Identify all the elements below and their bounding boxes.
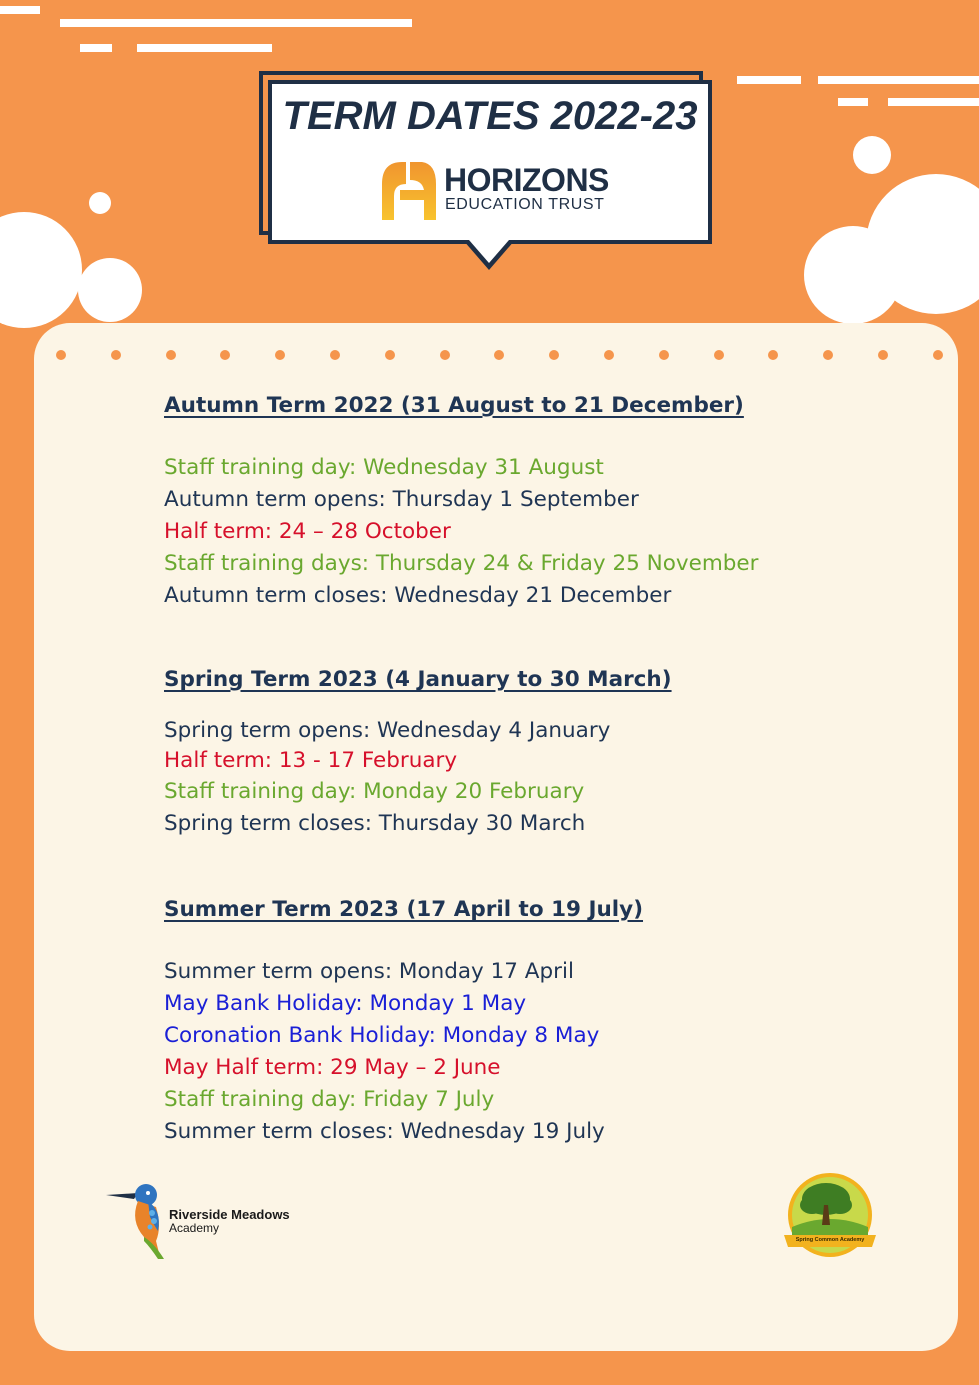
decor-bar bbox=[137, 44, 272, 52]
decor-bar bbox=[80, 44, 112, 52]
spring-common-logo bbox=[780, 1171, 880, 1271]
logo-subtitle: EDUCATION TRUST bbox=[445, 196, 605, 213]
decor-bar bbox=[888, 98, 979, 106]
decor-circle bbox=[78, 258, 142, 322]
term-line: Spring term opens: Wednesday 4 January bbox=[164, 718, 611, 743]
dot-row bbox=[56, 350, 936, 360]
decor-dot bbox=[56, 350, 66, 360]
decor-dot bbox=[714, 350, 724, 360]
section-heading: Summer Term 2023 (17 April to 19 July) bbox=[164, 897, 644, 922]
decor-bar bbox=[838, 98, 868, 106]
decor-bar bbox=[737, 76, 801, 84]
term-line: Half term: 24 – 28 October bbox=[164, 519, 451, 544]
decor-bar bbox=[818, 76, 979, 84]
decor-bar bbox=[0, 6, 40, 14]
term-line: Autumn term opens: Thursday 1 September bbox=[164, 487, 639, 512]
riverside-meadows-sub: Academy bbox=[169, 1221, 220, 1235]
decor-dot bbox=[330, 350, 340, 360]
logo-name: HORIZONS bbox=[444, 162, 609, 198]
decor-dot bbox=[604, 350, 614, 360]
decor-bar bbox=[60, 19, 412, 27]
term-line: May Bank Holiday: Monday 1 May bbox=[164, 991, 527, 1016]
decor-dot bbox=[111, 350, 121, 360]
decor-dot bbox=[549, 350, 559, 360]
decor-dot bbox=[823, 350, 833, 360]
decor-circle bbox=[0, 212, 82, 328]
term-line: May Half term: 29 May – 2 June bbox=[164, 1055, 501, 1080]
callout-pointer-fill bbox=[469, 240, 509, 263]
oak-tree-icon bbox=[780, 1171, 880, 1271]
decor-dot bbox=[494, 350, 504, 360]
horizons-logo bbox=[378, 160, 618, 224]
section-autumn bbox=[164, 393, 758, 612]
content-card bbox=[34, 323, 958, 1351]
term-line: Autumn term closes: Wednesday 21 December bbox=[164, 583, 672, 608]
term-line: Staff training day: Friday 7 July bbox=[164, 1087, 495, 1112]
decor-dot bbox=[878, 350, 888, 360]
section-heading: Autumn Term 2022 (31 August to 21 December) bbox=[164, 393, 744, 418]
decor-dot bbox=[385, 350, 395, 360]
term-line: Coronation Bank Holiday: Monday 8 May bbox=[164, 1023, 600, 1048]
spring-common-label: Spring Common Academy bbox=[795, 1237, 865, 1243]
section-spring bbox=[164, 667, 672, 840]
decor-circle bbox=[89, 192, 111, 214]
term-line: Staff training days: Thursday 24 & Friday 25 November bbox=[164, 551, 759, 576]
page-title: TERM DATES 2022-23 bbox=[282, 94, 698, 138]
term-line: Staff training day: Wednesday 31 August bbox=[164, 455, 604, 480]
decor-circle bbox=[804, 226, 902, 324]
decor-dot bbox=[220, 350, 230, 360]
section-summer bbox=[164, 897, 643, 1148]
decor-dot bbox=[166, 350, 176, 360]
title-box bbox=[268, 80, 712, 244]
horizons-h-icon bbox=[378, 160, 440, 222]
decor-dot bbox=[768, 350, 778, 360]
decor-dot bbox=[659, 350, 669, 360]
riverside-meadows-name: Riverside Meadows bbox=[169, 1207, 290, 1222]
kingfisher-icon bbox=[104, 1181, 174, 1261]
decor-dot bbox=[275, 350, 285, 360]
term-line: Staff training day: Monday 20 February bbox=[164, 779, 585, 804]
decor-dot bbox=[440, 350, 450, 360]
term-line: Spring term closes: Thursday 30 March bbox=[164, 811, 586, 836]
term-line: Summer term opens: Monday 17 April bbox=[164, 959, 574, 984]
section-heading: Spring Term 2023 (4 January to 30 March) bbox=[164, 667, 672, 692]
riverside-meadows-logo bbox=[104, 1181, 314, 1261]
decor-dot bbox=[933, 350, 943, 360]
term-line: Half term: 13 - 17 February bbox=[164, 748, 458, 773]
decor-circle bbox=[853, 136, 891, 174]
term-line: Summer term closes: Wednesday 19 July bbox=[164, 1119, 605, 1144]
